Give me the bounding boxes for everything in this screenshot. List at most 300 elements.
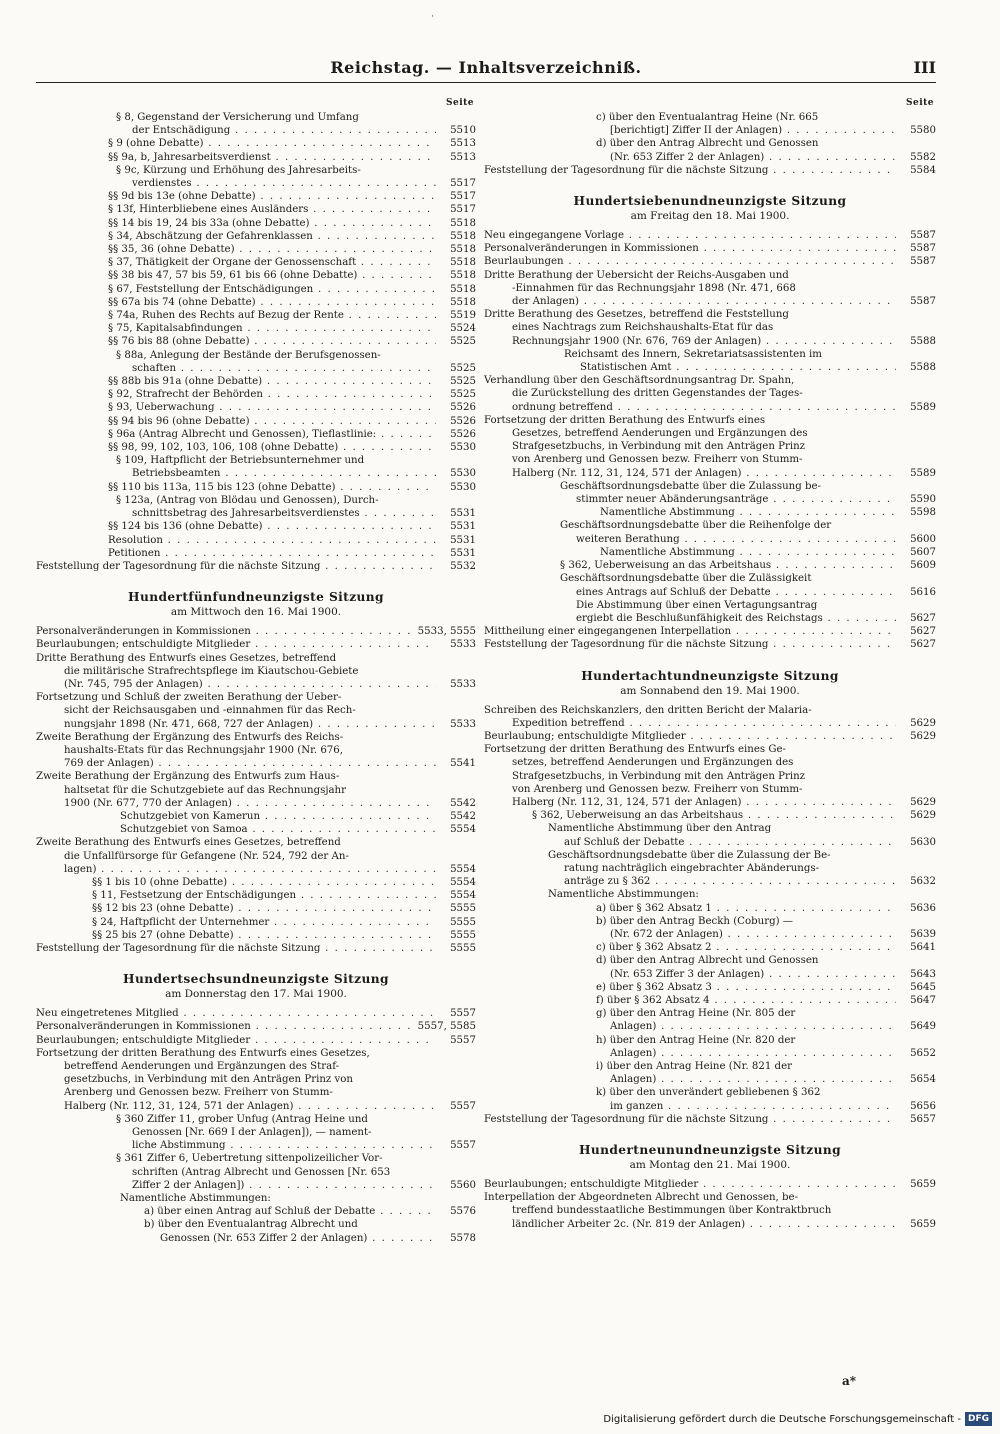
toc-entry	[36, 309, 476, 322]
toc-entry	[484, 1218, 936, 1231]
page-ref: 5587	[910, 256, 936, 268]
page-ref: 5517	[450, 178, 476, 190]
entry-text: b) über den Eventualantrag Albrecht und	[144, 1219, 358, 1231]
entry-text: Neu eingetretenes Mitglied . . .	[36, 1007, 436, 1020]
entry-text: §§ 67a bis 74 (ohne Debatte) . . .	[108, 296, 436, 309]
page-number: III	[913, 58, 936, 77]
page-ref: 5531	[450, 521, 476, 533]
page-ref: 5530	[450, 468, 476, 480]
toc-entry	[484, 164, 936, 177]
page-ref: 5526	[450, 415, 476, 427]
toc-entry	[36, 863, 476, 876]
entry-text: setzes, betreffend Aenderungen und Ergänzungen des	[512, 757, 794, 769]
entry-text: §§ 88b bis 91a (ohne Debatte) . . .	[108, 375, 436, 388]
footer-text: Digitalisierung gefördert durch die Deutsche Forschungsgemeinschaft -	[603, 1413, 961, 1425]
entry-text: schaften . . .	[132, 362, 436, 375]
toc-entry	[484, 1020, 936, 1033]
entry-text: Rechnungsjahr 1900 (Nr. 676, 769 der Anlagen) . . .	[512, 335, 896, 348]
toc-entry	[36, 929, 476, 942]
page-ref: 5526	[450, 402, 476, 414]
entry-text: Beurlaubungen; entschuldigte Mitglieder . . .	[36, 1034, 436, 1047]
entry-text: verdienstes . . .	[132, 177, 436, 190]
toc-entry	[36, 111, 476, 124]
page-ref: 5657	[910, 1113, 936, 1125]
entry-text: Verhandlung über den Geschäftsordnungsantrag Dr. Spahn,	[484, 375, 795, 387]
toc-entry	[36, 151, 476, 164]
toc-entry	[484, 730, 936, 743]
page-ref: 5588	[910, 335, 936, 347]
toc-entry	[484, 361, 936, 374]
entry-text: h) über den Antrag Heine (Nr. 820 der	[596, 1034, 796, 1046]
entry-text: betreffend Aenderungen und Ergänzungen des Straf-	[64, 1061, 340, 1072]
toc-entry	[484, 981, 936, 994]
entry-text: §§ 110 bis 113a, 115 bis 123 (ohne Debatte) . . .	[108, 481, 436, 494]
page-ref: 5555	[450, 916, 476, 928]
toc-entry	[36, 283, 476, 296]
entry-text: Fortsetzung der dritten Berathung des Entwurfs eines	[484, 414, 766, 426]
toc-entry	[36, 335, 476, 348]
page-ref: 5584	[910, 164, 936, 176]
page-ref: 5518	[450, 244, 476, 256]
toc-entry	[484, 875, 936, 888]
toc-entry	[36, 1047, 476, 1060]
footer	[603, 1412, 992, 1426]
page-mark: ·	[431, 12, 434, 22]
entry-text: Halberg (Nr. 112, 31, 124, 571 der Anlagen) . . .	[512, 796, 896, 809]
toc-entry	[36, 1034, 476, 1047]
page-ref: 5630	[910, 836, 936, 848]
entry-text: Feststellung der Tagesordnung für die nächste Sitzung . . .	[484, 638, 896, 651]
toc-entry	[36, 388, 476, 401]
toc-entry	[484, 374, 936, 387]
toc-entry	[484, 533, 936, 546]
entry-text: von Arenberg und Genossen bezw. Freiherr von Stumm-	[512, 783, 803, 795]
toc-entry	[484, 480, 936, 493]
toc-entry	[484, 321, 936, 334]
page-ref: 5531	[450, 534, 476, 546]
entry-text: §§ 94 bis 96 (ohne Debatte) . . .	[108, 415, 436, 428]
entry-text: die Unfallfürsorge für Gefangene (Nr. 524, 792 der An-	[64, 850, 349, 862]
page-ref: 5555	[450, 942, 476, 954]
toc-entry	[484, 124, 936, 137]
entry-text: die Zurückstellung des dritten Gegenstandes der Tages-	[512, 388, 803, 400]
entry-text: weiteren Berathung . . .	[576, 533, 896, 546]
entry-text: § 123a, (Antrag von Blödau und Genossen), Durch-	[116, 494, 379, 506]
toc-entry	[36, 1179, 476, 1192]
toc-entry	[36, 1126, 476, 1139]
toc-entry	[36, 770, 476, 783]
toc-entry	[484, 836, 936, 849]
page-ref: 5607	[910, 546, 936, 558]
toc-entry	[36, 441, 476, 454]
toc-entry	[36, 230, 476, 243]
entry-text: Schreiben des Reichskanzlers, den dritten Bericht der Malaria-	[484, 704, 812, 716]
toc-entry	[36, 916, 476, 929]
entry-text: Beurlaubung; entschuldigte Mitglieder . . .	[484, 730, 896, 743]
entry-text: Die Abstimmung über einen Vertagungsantrag	[576, 599, 818, 611]
entry-text: Feststellung der Tagesordnung für die nächste Sitzung . . .	[36, 942, 436, 955]
toc-entry	[484, 111, 936, 124]
entry-text: § 9 (ohne Debatte) . . .	[108, 137, 436, 150]
page-ref: 5589	[910, 401, 936, 413]
entry-text: liche Abstimmung . . .	[132, 1139, 436, 1152]
entry-text: Geschäftsordnungsdebatte über die Zulassung der Be-	[548, 849, 831, 861]
toc-entry	[36, 1192, 476, 1205]
dfg-logo: DFG	[965, 1412, 992, 1426]
entry-text: e) über § 362 Absatz 3 . . .	[596, 981, 896, 994]
toc-entry	[36, 718, 476, 731]
page-ref: 5576	[450, 1206, 476, 1218]
toc-entry	[36, 823, 476, 836]
toc-entry	[484, 756, 936, 769]
entry-text: § 92, Strafrecht der Behörden . . .	[108, 388, 436, 401]
page-ref: 5541	[450, 758, 476, 770]
toc-block	[36, 625, 476, 955]
toc-block	[36, 111, 476, 573]
page-ref: 5532	[450, 560, 476, 572]
entry-text: der Anlagen) . . .	[512, 295, 896, 308]
toc-entry	[36, 534, 476, 547]
page-ref: 5587	[910, 296, 936, 308]
page-ref: 5598	[910, 507, 936, 519]
entry-text: Expedition betreffend . . .	[512, 717, 896, 730]
toc-entry	[484, 269, 936, 282]
toc-entry	[484, 387, 936, 400]
entry-text: Arenberg und Genossen bezw. Freiherr von Stumm-	[64, 1087, 333, 1099]
toc-entry	[36, 256, 476, 269]
toc-entry	[484, 440, 936, 453]
page-ref: 5587	[910, 243, 936, 255]
page-ref: 5554	[450, 863, 476, 875]
entry-text: anträge zu § 362 . . .	[564, 875, 896, 888]
page-ref: 5639	[910, 928, 936, 940]
toc-entry	[484, 915, 936, 928]
toc-entry	[36, 942, 476, 955]
toc-entry	[484, 625, 936, 638]
toc-entry	[484, 888, 936, 901]
entry-text: § 67, Feststellung der Entschädigungen . . .	[108, 283, 436, 296]
page-ref: 5580	[910, 125, 936, 137]
entry-text: § 24, Haftpflicht der Unternehmer . . .	[92, 916, 436, 929]
toc-entry	[36, 1139, 476, 1152]
entry-text: § 75, Kapitalsabfindungen . . .	[108, 322, 436, 335]
toc-entry	[484, 1204, 936, 1217]
page-ref: 5659	[910, 1179, 936, 1191]
toc-entry	[484, 242, 936, 255]
page-ref: 5645	[910, 981, 936, 993]
session-date: am Freitag den 18. Mai 1900.	[630, 210, 790, 223]
entry-text: im ganzen . . .	[610, 1100, 896, 1113]
page-ref: 5557, 5585	[417, 1021, 476, 1033]
page-ref: 5519	[450, 310, 476, 322]
toc-entry	[484, 1047, 936, 1060]
entry-text: §§ 9d bis 13e (ohne Debatte) . . .	[108, 190, 436, 203]
page-ref: 5517	[450, 204, 476, 216]
page-ref: 5649	[910, 1021, 936, 1033]
toc-entry	[36, 744, 476, 757]
toc-entry	[36, 1113, 476, 1126]
toc-entry	[484, 427, 936, 440]
page-ref: 5525	[450, 389, 476, 401]
page-ref: 5656	[910, 1100, 936, 1112]
page-ref: 5589	[910, 467, 936, 479]
toc-entry	[36, 1205, 476, 1218]
page-ref: 5609	[910, 560, 936, 572]
right-column	[484, 98, 936, 1231]
page-ref: 5533	[450, 639, 476, 651]
page-ref: 5526	[450, 428, 476, 440]
toc-entry	[36, 836, 476, 849]
page-ref: 5542	[450, 797, 476, 809]
toc-entry	[484, 968, 936, 981]
entry-text: ländlicher Arbeiter 2c. (Nr. 819 der Anlagen) . . .	[512, 1218, 896, 1231]
entry-text: Personalveränderungen in Kommissionen . . .	[36, 1020, 412, 1033]
page-ref: 5560	[450, 1179, 476, 1191]
toc-entry	[36, 678, 476, 691]
page-ref: 5641	[910, 942, 936, 954]
toc-entry	[36, 850, 476, 863]
toc-entry	[484, 572, 936, 585]
entry-text: Ziffer 2 der Anlagen]) . . .	[132, 1179, 436, 1192]
page-ref: 5643	[910, 968, 936, 980]
toc-entry	[484, 586, 936, 599]
entry-text: -Einnahmen für das Rechnungsjahr 1898 (Nr. 471, 668	[512, 282, 796, 294]
session-title: Hundertachtundneunzigste Sitzung	[581, 668, 839, 683]
page-ref: 5629	[910, 796, 936, 808]
page-ref: 5616	[910, 586, 936, 598]
entry-text: lagen) . . .	[64, 863, 436, 876]
toc-entry	[36, 691, 476, 704]
entry-text: § 37, Thätigkeit der Organe der Genossenschaft . . .	[108, 256, 436, 269]
page-ref: 5513	[450, 151, 476, 163]
toc-entry	[36, 638, 476, 651]
toc-entry	[484, 822, 936, 835]
entry-text: Feststellung der Tagesordnung für die nächste Sitzung . . .	[484, 164, 896, 177]
toc-entry	[484, 862, 936, 875]
entry-text: von Arenberg und Genossen bezw. Freiherr von Stumm-	[512, 454, 803, 466]
entry-text: schriften (Antrag Albrecht und Genossen [Nr. 653	[132, 1166, 391, 1178]
page-ref: 5530	[450, 442, 476, 454]
toc-entry	[36, 665, 476, 678]
toc-entry	[36, 428, 476, 441]
page-ref: 5647	[910, 994, 936, 1006]
entry-text: Feststellung der Tagesordnung für die nächste Sitzung . . .	[36, 560, 436, 573]
page-ref: 5518	[450, 296, 476, 308]
page-ref: 5587	[910, 230, 936, 242]
toc-entry	[484, 335, 936, 348]
entry-text: nungsjahr 1898 (Nr. 471, 668, 727 der Anlagen) . . .	[64, 718, 436, 731]
entry-text: d) über den Antrag Albrecht und Genossen	[596, 138, 819, 150]
toc-entry	[36, 1218, 476, 1231]
toc-entry	[36, 1007, 476, 1020]
toc-entry	[36, 757, 476, 770]
page-ref: 5557	[450, 1034, 476, 1046]
toc-entry	[36, 467, 476, 480]
entry-text: § 93, Ueberwachung . . .	[108, 401, 436, 414]
page-ref: 5518	[450, 270, 476, 282]
page-header	[36, 56, 936, 83]
session-title: Hundertfünfundneunzigste Sitzung	[128, 590, 384, 605]
session-title: Hundertsiebenundneunzigste Sitzung	[573, 194, 847, 209]
page-ref: 5554	[450, 890, 476, 902]
entry-text: Namentliche Abstimmung . . .	[600, 546, 896, 559]
entry-text: Feststellung der Tagesordnung für die nächste Sitzung . . .	[484, 1113, 896, 1126]
entry-text: d) über den Antrag Albrecht und Genossen	[596, 955, 819, 967]
toc-entry	[484, 1178, 936, 1191]
toc-entry	[36, 296, 476, 309]
page-ref: 5627	[910, 626, 936, 638]
toc-entry	[484, 954, 936, 967]
entry-text: § 362, Ueberweisung an das Arbeitshaus . . .	[532, 809, 896, 822]
entry-text: Zweite Berathung des Entwurfs eines Gesetzes, betreffend	[36, 837, 341, 849]
toc-entry	[484, 928, 936, 941]
toc-entry	[484, 783, 936, 796]
toc-entry	[484, 151, 936, 164]
toc-entry	[484, 849, 936, 862]
entry-text: Interpellation der Abgeordneten Albrecht und Genossen, be-	[484, 1192, 799, 1204]
toc-entry	[484, 1100, 936, 1113]
toc-block	[484, 704, 936, 1127]
page-ref: 5513	[450, 138, 476, 150]
page-ref: 5542	[450, 810, 476, 822]
page-ref: 5627	[910, 639, 936, 651]
entry-text: §§ 1 bis 10 (ohne Debatte) . . .	[92, 876, 436, 889]
page-ref: 5652	[910, 1047, 936, 1059]
page-ref: 5533	[450, 718, 476, 730]
toc-entry	[36, 507, 476, 520]
seite-label: Seite	[445, 98, 474, 108]
toc-entry	[36, 481, 476, 494]
page-ref: 5590	[910, 494, 936, 506]
entry-text: stimmter neuer Abänderungsanträge . . .	[576, 493, 896, 506]
entry-text: Personalveränderungen in Kommissionen . . .	[484, 242, 896, 255]
entry-text: c) über § 362 Absatz 2 . . .	[596, 941, 896, 954]
entry-text: Namentliche Abstimmung über den Antrag	[548, 823, 772, 835]
page-ref: 5555	[450, 929, 476, 941]
toc-entry	[484, 453, 936, 466]
toc-entry	[484, 902, 936, 915]
toc-entry	[484, 467, 936, 480]
page-ref: 5533, 5555	[417, 626, 476, 638]
page-ref: 5636	[910, 902, 936, 914]
toc-entry	[484, 1034, 936, 1047]
entry-text: ratung nachträglich eingebrachter Abänderungs-	[564, 862, 820, 874]
entry-text: f) über § 362 Absatz 4 . . .	[596, 994, 896, 1007]
toc-entry	[36, 217, 476, 230]
session-title: Hundertneunundneunzigste Sitzung	[578, 1143, 842, 1158]
toc-block	[484, 111, 936, 177]
entry-text: Schutzgebiet von Kamerun . . .	[120, 810, 436, 823]
page-ref: 5629	[910, 810, 936, 822]
entry-text: ordnung betreffend . . .	[512, 401, 896, 414]
toc-entry	[36, 124, 476, 137]
toc-entry	[36, 1232, 476, 1245]
page-ref: 5600	[910, 533, 936, 545]
page-ref: 5659	[910, 1218, 936, 1230]
entry-text: Halberg (Nr. 112, 31, 124, 571 der Anlagen) . . .	[512, 467, 896, 480]
toc-entry	[484, 308, 936, 321]
entry-text: Namentliche Abstimmung . . .	[600, 506, 896, 519]
entry-text: Geschäftsordnungsdebatte über die Zulässigkeit	[560, 573, 812, 585]
entry-text: § 8, Gegenstand der Versicherung und Umfang	[116, 112, 359, 123]
entry-text: haushalts-Etats für das Rechnungsjahr 1900 (Nr. 676,	[64, 744, 344, 756]
toc-entry	[36, 269, 476, 282]
page-title: Reichstag. — Inhaltsverzeichniß.	[330, 58, 642, 77]
toc-entry	[484, 612, 936, 625]
toc-entry	[484, 559, 936, 572]
page-ref: 5654	[910, 1074, 936, 1086]
page-ref: 5557	[450, 1140, 476, 1152]
toc-entry	[484, 137, 936, 150]
toc-entry	[484, 255, 936, 268]
entry-text: (Nr. 653 Ziffer 3 der Anlagen) . . .	[610, 968, 896, 981]
entry-text: Strafgesetzbuchs, in Verbindung mit den Anträgen Prinz	[512, 441, 806, 453]
toc-entry	[36, 547, 476, 560]
toc-entry	[36, 494, 476, 507]
toc-entry	[36, 243, 476, 256]
entry-text: §§ 98, 99, 102, 103, 106, 108 (ohne Debatte) . . .	[108, 441, 436, 454]
toc-entry	[484, 809, 936, 822]
entry-text: Zweite Berathung der Ergänzung des Entwurfs zum Haus-	[36, 771, 340, 783]
entry-text: Zweite Berathung der Ergänzung des Entwurfs des Reichs-	[36, 731, 344, 743]
toc-entry	[36, 1020, 476, 1033]
page-ref: 5525	[450, 336, 476, 348]
toc-entry	[484, 295, 936, 308]
toc-entry	[36, 137, 476, 150]
entry-text: § 11, Festsetzung der Entschädigungen . . .	[92, 889, 436, 902]
entry-text: Genossen [Nr. 669 I der Anlagen]), — nament-	[132, 1127, 372, 1139]
page-ref: 5588	[910, 362, 936, 374]
entry-text: Dritte Berathung der Uebersicht der Reichs-Ausgaben und	[484, 269, 789, 281]
entry-text: a) über § 362 Absatz 1 . . .	[596, 902, 896, 915]
toc-entry	[36, 349, 476, 362]
page-ref: 5629	[910, 717, 936, 729]
entry-text: sicht der Reichsausgaben und -einnahmen für das Rech-	[64, 705, 356, 717]
toc-entry	[484, 796, 936, 809]
toc-entry	[36, 625, 476, 638]
toc-entry	[36, 797, 476, 810]
toc-block	[484, 1178, 936, 1231]
page-ref: 5531	[450, 547, 476, 559]
toc-entry	[484, 546, 936, 559]
entry-text: eines Antrags auf Schluß der Debatte . . .	[576, 586, 896, 599]
entry-text: der Entschädigung . . .	[132, 124, 436, 137]
entry-text: §§ 35, 36 (ohne Debatte) . . .	[108, 243, 436, 256]
entry-text: Neu eingegangene Vorlage . . .	[484, 229, 896, 242]
page-ref: 5530	[450, 481, 476, 493]
entry-text: (Nr. 672 der Anlagen) . . .	[610, 928, 896, 941]
entry-text: 1900 (Nr. 677, 770 der Anlagen) . . .	[64, 797, 436, 810]
entry-text: Beurlaubungen; entschuldigte Mitglieder . . .	[36, 638, 436, 651]
entry-text: haltsetat für die Schutzgebiete auf das Rechnungsjahr	[64, 784, 346, 796]
entry-text: §§ 12 bis 23 (ohne Debatte) . . .	[92, 902, 436, 915]
entry-text: c) über den Eventualantrag Heine (Nr. 665	[596, 112, 819, 123]
entry-text: §§ 14 bis 19, 24 bis 33a (ohne Debatte) . . .	[108, 217, 436, 230]
entry-text: Dritte Berathung des Gesetzes, betreffend die Feststellung	[484, 309, 789, 321]
toc-entry	[484, 743, 936, 756]
entry-text: [berichtigt] Ziffer II der Anlagen) . . .	[610, 124, 896, 137]
left-column	[36, 98, 476, 1245]
toc-entry	[36, 902, 476, 915]
entry-text: Geschäftsordnungsdebatte über die Reihenfolge der	[560, 520, 832, 532]
page-ref: 5557	[450, 1100, 476, 1112]
entry-text: Halberg (Nr. 112, 31, 124, 571 der Anlagen) . . .	[64, 1100, 436, 1113]
page-ref: 5554	[450, 824, 476, 836]
toc-entry	[36, 652, 476, 665]
toc-entry	[36, 415, 476, 428]
entry-text: Reichsamt des Innern, Sekretariatsassistenten im	[564, 348, 822, 360]
toc-entry	[36, 784, 476, 797]
